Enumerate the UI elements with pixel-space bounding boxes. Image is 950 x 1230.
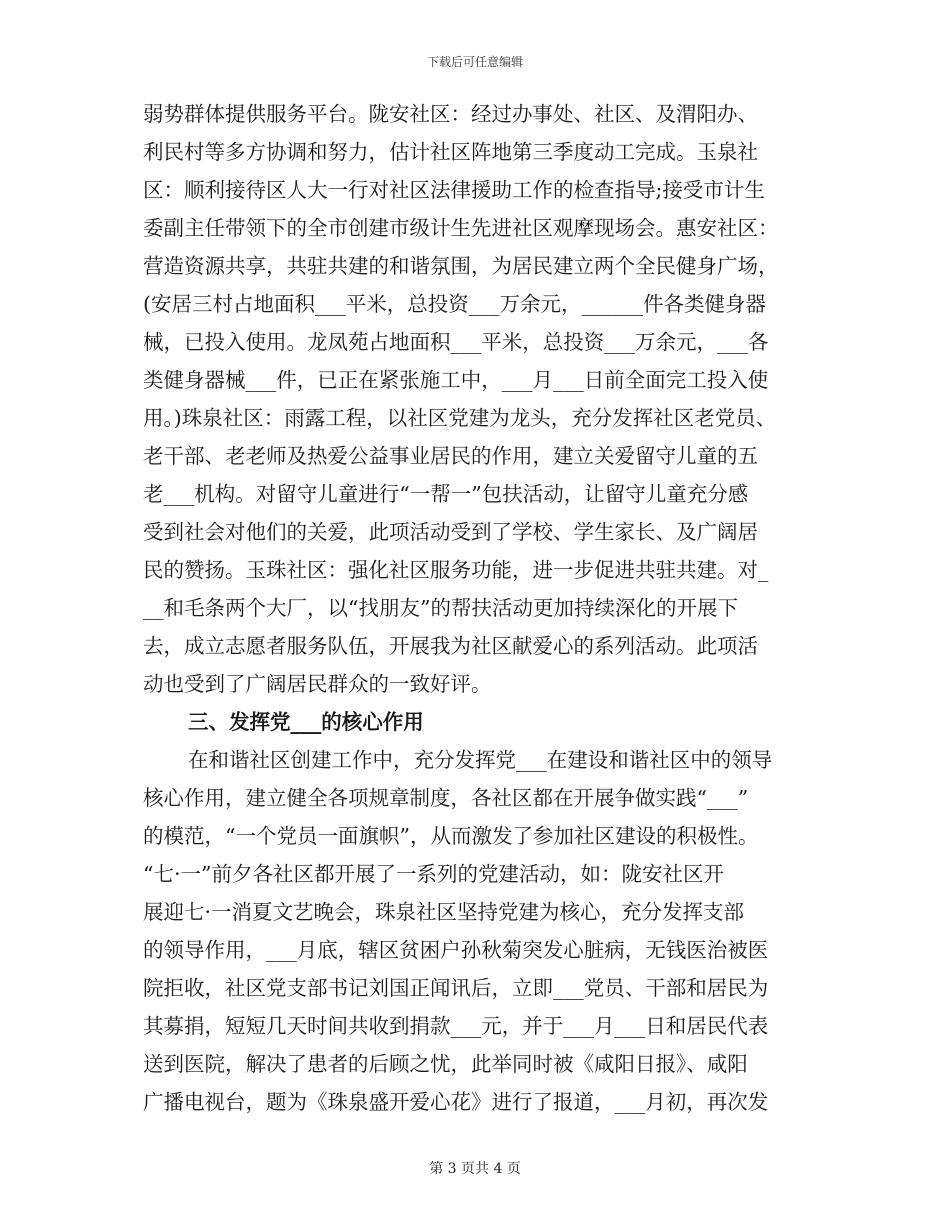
text-line: 展迎七·一消夏文艺晚会，珠泉社区坚持党建为核心，充分发挥支部 xyxy=(143,900,745,924)
page-footer: 第 3 页共 4 页 xyxy=(429,1161,521,1177)
text-line: 用。)珠泉社区：雨露工程，以社区党建为龙头，充分发挥社区老党员、 xyxy=(143,406,777,430)
text-line: __和毛条两个大厂，以“找朋友”的帮扶活动更加持续深化的开展下 xyxy=(143,596,738,620)
text-line: 动也受到了广阔居民群众的一致好评。 xyxy=(143,672,492,696)
text-line: 其募捐，短短几天时间共收到捐款___元，并于___月___日和居民代表 xyxy=(143,1014,769,1038)
text-line: 的领导作用，___月底，辖区贫困户孙秋菊突发心脏病，无钱医治被医 xyxy=(143,938,769,962)
text-line: 去，成立志愿者服务队伍，开展我为社区献爱心的系列活动。此项活 xyxy=(143,634,758,658)
page-header: 下载后可任意编辑 xyxy=(426,55,523,69)
text-line: 送到医院，解决了患者的后顾之忧，此举同时被《咸阳日报》、咸阳 xyxy=(143,1052,748,1076)
text-line: 利民村等多方协调和努力，估计社区阵地第三季度动工完成。玉泉社 xyxy=(143,140,758,164)
text-line: 弱势群体提供服务平台。陇安社区：经过办事处、社区、及渭阳办、 xyxy=(143,102,758,126)
section-heading: 三、发挥党___的核心作用 xyxy=(188,710,424,734)
text-line: 广播电视台，题为《珠泉盛开爱心花》进行了报道，___月初，再次发 xyxy=(143,1090,769,1114)
text-line: 老___机构。对留守儿童进行“一帮一”包扶活动，让留守儿童充分感 xyxy=(143,482,749,506)
text-line: 类健身器械___件，已正在紧张施工中，___月___日前全面完工投入使 xyxy=(143,368,769,392)
text-line: “七·一”前夕各社区都开展了一系列的党建活动，如：陇安社区开 xyxy=(143,862,724,886)
text-line: 区：顺利接待区人大一行对社区法律援助工作的检查指导;接受市计生 xyxy=(143,178,765,202)
text-line: 械，已投入使用。龙凤苑占地面积___平米，总投资___万余元，___各 xyxy=(143,330,769,354)
text-line: 委副主任带领下的全市创建市级计生先进社区观摩现场会。惠安社区： xyxy=(143,216,779,240)
text-line: 核心作用，建立健全各项规章制度，各社区都在开展争做实践“___” xyxy=(143,786,749,810)
text-line: (安居三村占地面积___平米，总投资___万余元，______件各类健身器 xyxy=(143,292,766,316)
text-line: 老干部、老老师及热爱公益事业居民的作用，建立关爱留守儿童的五 xyxy=(143,444,758,468)
text-line: 在和谐社区创建工作中，充分发挥党___在建设和谐社区中的领导 xyxy=(188,748,773,772)
text-line: 受到社会对他们的关爱，此项活动受到了学校、学生家长、及广阔居 xyxy=(143,520,758,544)
text-line: 院拒收，社区党支部书记刘国正闻讯后，立即___党员、干部和居民为 xyxy=(143,976,769,1000)
text-line: 的模范，“一个党员一面旗帜”，从而激发了参加社区建设的积极性。 xyxy=(143,824,759,848)
text-line: 民的赞扬。玉珠社区：强化社区服务功能，进一步促进共驻共建。对_ xyxy=(143,558,769,582)
text-line: 营造资源共享，共驻共建的和谐氛围，为居民建立两个全民健身广场， xyxy=(143,254,779,278)
